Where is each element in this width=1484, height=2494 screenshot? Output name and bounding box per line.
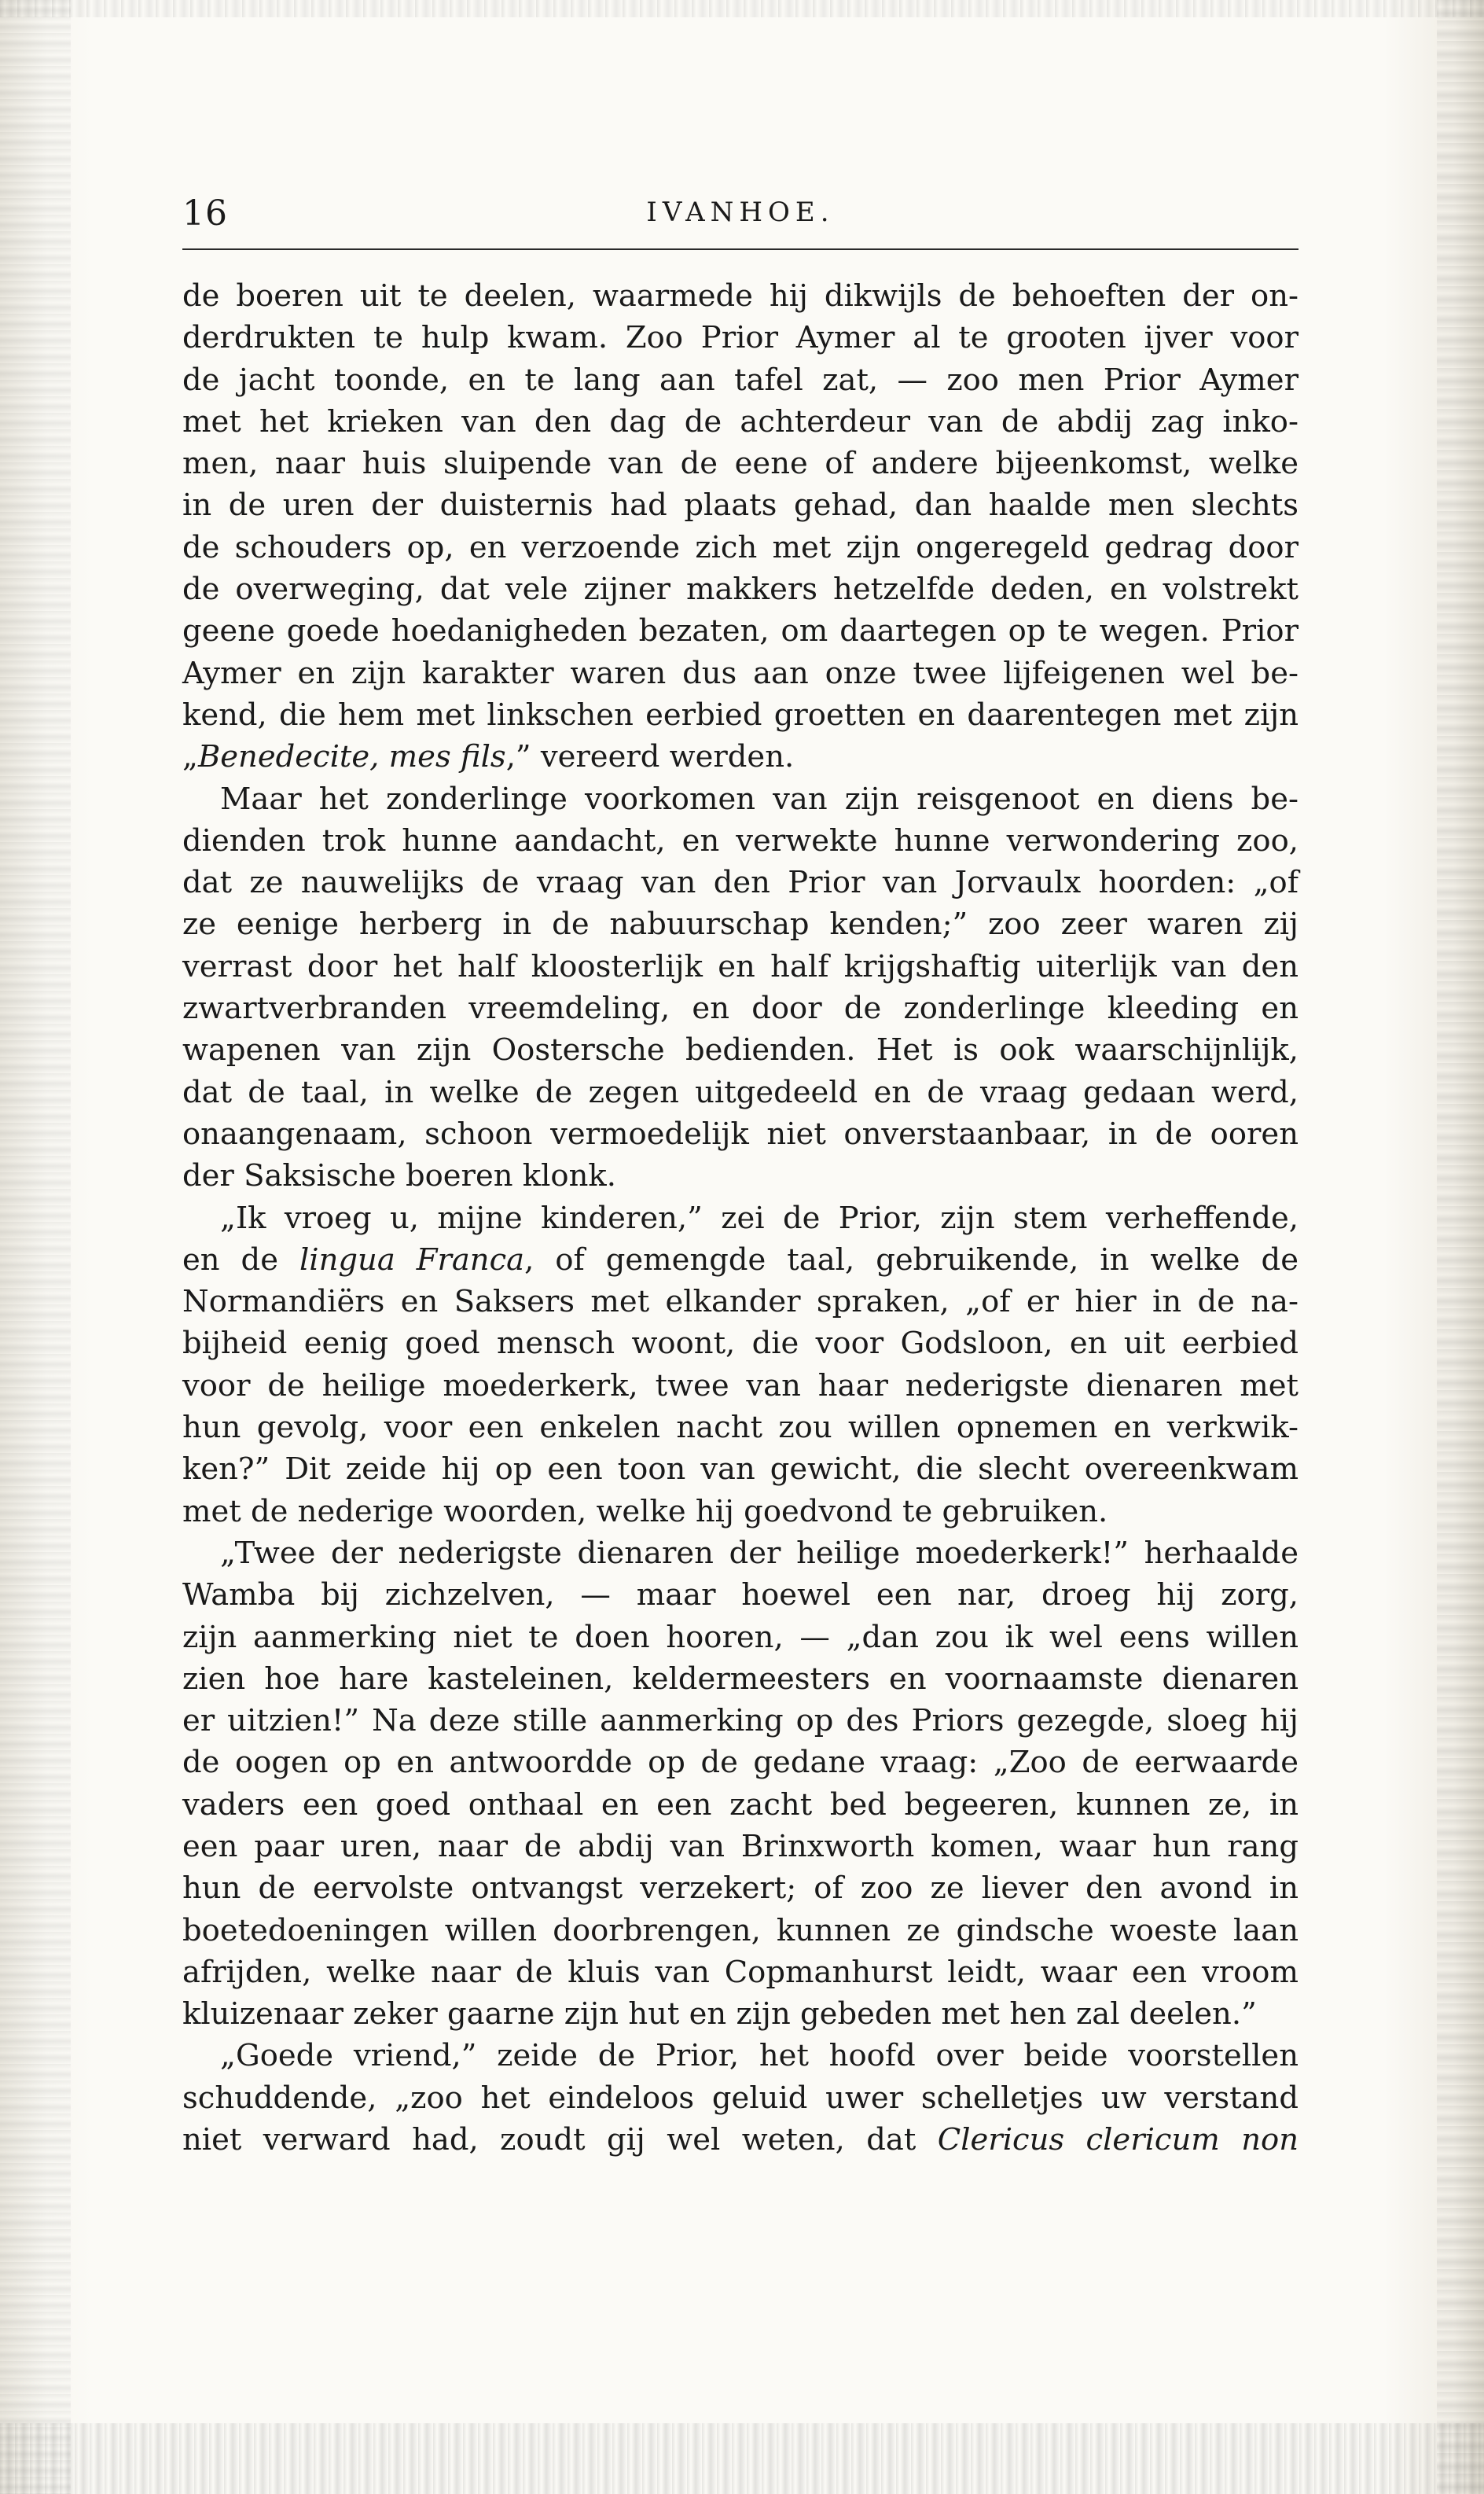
body-text	[182, 275, 1298, 2161]
text-line: Maar het zonderlinge voorkomen van zijn reisgenoot en diens be-	[220, 781, 1298, 817]
text-line: een paar uren, naar de abdij van Brinxworth komen, waar hun rang	[182, 1828, 1298, 1864]
italic-phrase: Clericus clericum non	[937, 2122, 1298, 2158]
text-fragment: en de	[182, 1241, 299, 1278]
left-edge-scan-noise	[0, 0, 71, 2494]
text-line: „Goede vriend,” zeide de Prior, het hoofd over beide voorstellen	[220, 2038, 1298, 2074]
text-line: „Twee der nederigste dienaren der heilige moederkerk!” herhaalde	[220, 1535, 1298, 1571]
right-edge-scan-noise	[1437, 0, 1484, 2494]
text-line: de schouders op, en verzoende zich met zijn ongeregeld gedrag door	[182, 529, 1298, 565]
text-line: met het krieken van den dag de achterdeur van de abdij zag inko-	[182, 403, 1298, 440]
italic-phrase: Benedecite, mes fils	[197, 739, 506, 775]
text-line: schuddende, „zoo het eindeloos geluid uwer schelletjes uw verstand	[182, 2080, 1298, 2116]
text-line: Wamba bij zichzelven, — maar hoewel een nar, droeg hij zorg,	[182, 1577, 1298, 1613]
text-fragment: „	[182, 739, 198, 775]
text-line: vaders een goed onthaal en een zacht bed begeeren, kunnen ze, in	[182, 1786, 1298, 1823]
text-line	[182, 1239, 1298, 1281]
text-line: dienden trok hunne aandacht, en verwekte hunne verwondering zoo,	[182, 822, 1298, 859]
paragraph-4	[182, 1532, 1298, 2036]
text-line: Aymer en zijn karakter waren dus aan onze twee lijfeigenen wel be-	[182, 655, 1298, 691]
text-line: de oogen op en antwoordde op de gedane vraag: „Zoo de eerwaarde	[182, 1745, 1298, 1781]
text-line: verrast door het half kloosterlijk en half krijgshaftig uiterlijk van den	[182, 948, 1298, 984]
paragraph-3	[182, 1197, 1298, 1532]
text-line: de jacht toonde, en te lang aan tafel zat, — zoo men Prior Aymer	[182, 362, 1298, 398]
text-line: bijheid eenig goed mensch woont, die voor Godsloon, en uit eerbied	[182, 1326, 1298, 1362]
text-line: onaangenaam, schoon vermoedelijk niet onverstaanbaar, in de ooren	[182, 1116, 1298, 1152]
text-line: zijn aanmerking niet te doen hooren, — „dan zou ik wel eens willen	[182, 1619, 1298, 1655]
text-line: wapenen van zijn Oostersche bedienden. Het is ook waarschijnlijk,	[182, 1032, 1298, 1069]
text-line	[182, 2119, 1298, 2161]
text-line: voor de heilige moederkerk, twee van haar nederigste dienaren met	[182, 1367, 1298, 1403]
text-line: de boeren uit te deelen, waarmede hij dikwijls de behoeften der on-	[182, 278, 1298, 314]
bottom-edge-scan-noise	[0, 2423, 1484, 2494]
text-line: kend, die hem met linkschen eerbied groetten en daarentegen met zijn	[182, 697, 1298, 733]
text-line: afrijden, welke naar de kluis van Copmanhurst leidt, waar een vroom	[182, 1954, 1298, 1990]
text-fragment: ,” vereerd werden.	[505, 739, 795, 775]
text-line: geene goede hoedanigheden bezaten, om daartegen op te wegen. Prior	[182, 613, 1298, 649]
text-line: zien hoe hare kasteleinen, keldermeesters en voornaamste dienaren	[182, 1661, 1298, 1697]
text-line: ze eenige herberg in de nabuurschap kenden;” zoo zeer waren zij	[182, 907, 1298, 943]
running-title: IVANHOE.	[646, 197, 835, 228]
text-line: hun gevolg, voor een enkelen nacht zou willen opnemen en verkwik-	[182, 1410, 1298, 1446]
text-fragment: , of gemengde taal, gebruikende, in welke de	[524, 1241, 1298, 1278]
page-number: 16	[182, 193, 228, 234]
text-fragment: niet verward had, zoudt gij wel weten, dat	[182, 2122, 938, 2158]
page-header	[182, 193, 1298, 241]
text-line: Normandiërs en Saksers met elkander spraken, „of er hier in de na-	[182, 1284, 1298, 1320]
text-line	[182, 736, 1298, 778]
text-line: hun de eervolste ontvangst verzekert; of zoo ze liever den avond in	[182, 1870, 1298, 1907]
text-line: der Saksische boeren klonk.	[182, 1158, 616, 1194]
text-line: de overweging, dat vele zijner makkers hetzelfde deden, en volstrekt	[182, 572, 1298, 608]
header-rule	[182, 248, 1298, 250]
text-line: derdrukten te hulp kwam. Zoo Prior Aymer al te grooten ijver voor	[182, 320, 1298, 356]
paragraph-2	[182, 778, 1298, 1197]
paragraph-1	[182, 275, 1298, 778]
text-line: in de uren der duisternis had plaats gehad, dan haalde men slechts	[182, 487, 1298, 524]
text-line: kluizenaar zeker gaarne zijn hut en zijn gebeden met hen zal deelen.”	[182, 1996, 1257, 2032]
text-line: ken?” Dit zeide hij op een toon van gewicht, die slecht overeenkwam	[182, 1451, 1298, 1488]
text-line: men, naar huis sluipende van de eene of andere bijeenkomst, welke	[182, 446, 1298, 482]
text-line: dat ze nauwelijks de vraag van den Prior van Jorvaulx hoorden: „of	[182, 865, 1298, 901]
text-line: dat de taal, in welke de zegen uitgedeeld en de vraag gedaan werd,	[182, 1074, 1298, 1110]
text-line: „Ik vroeg u, mijne kinderen,” zei de Prior, zijn stem verheffende,	[220, 1200, 1298, 1236]
paragraph-5	[182, 2035, 1298, 2161]
text-line: er uitzien!” Na deze stille aanmerking op des Priors gezegde, sloeg hij	[182, 1703, 1298, 1739]
top-edge-scan-noise	[0, 0, 1484, 17]
text-line: met de nederige woorden, welke hij goedvond te gebruiken.	[182, 1493, 1108, 1529]
italic-phrase: lingua Franca	[299, 1241, 525, 1278]
text-line: zwartverbranden vreemdeling, en door de zonderlinge kleeding en	[182, 991, 1298, 1027]
text-line: boetedoeningen willen doorbrengen, kunnen ze gindsche woeste laan	[182, 1912, 1298, 1948]
